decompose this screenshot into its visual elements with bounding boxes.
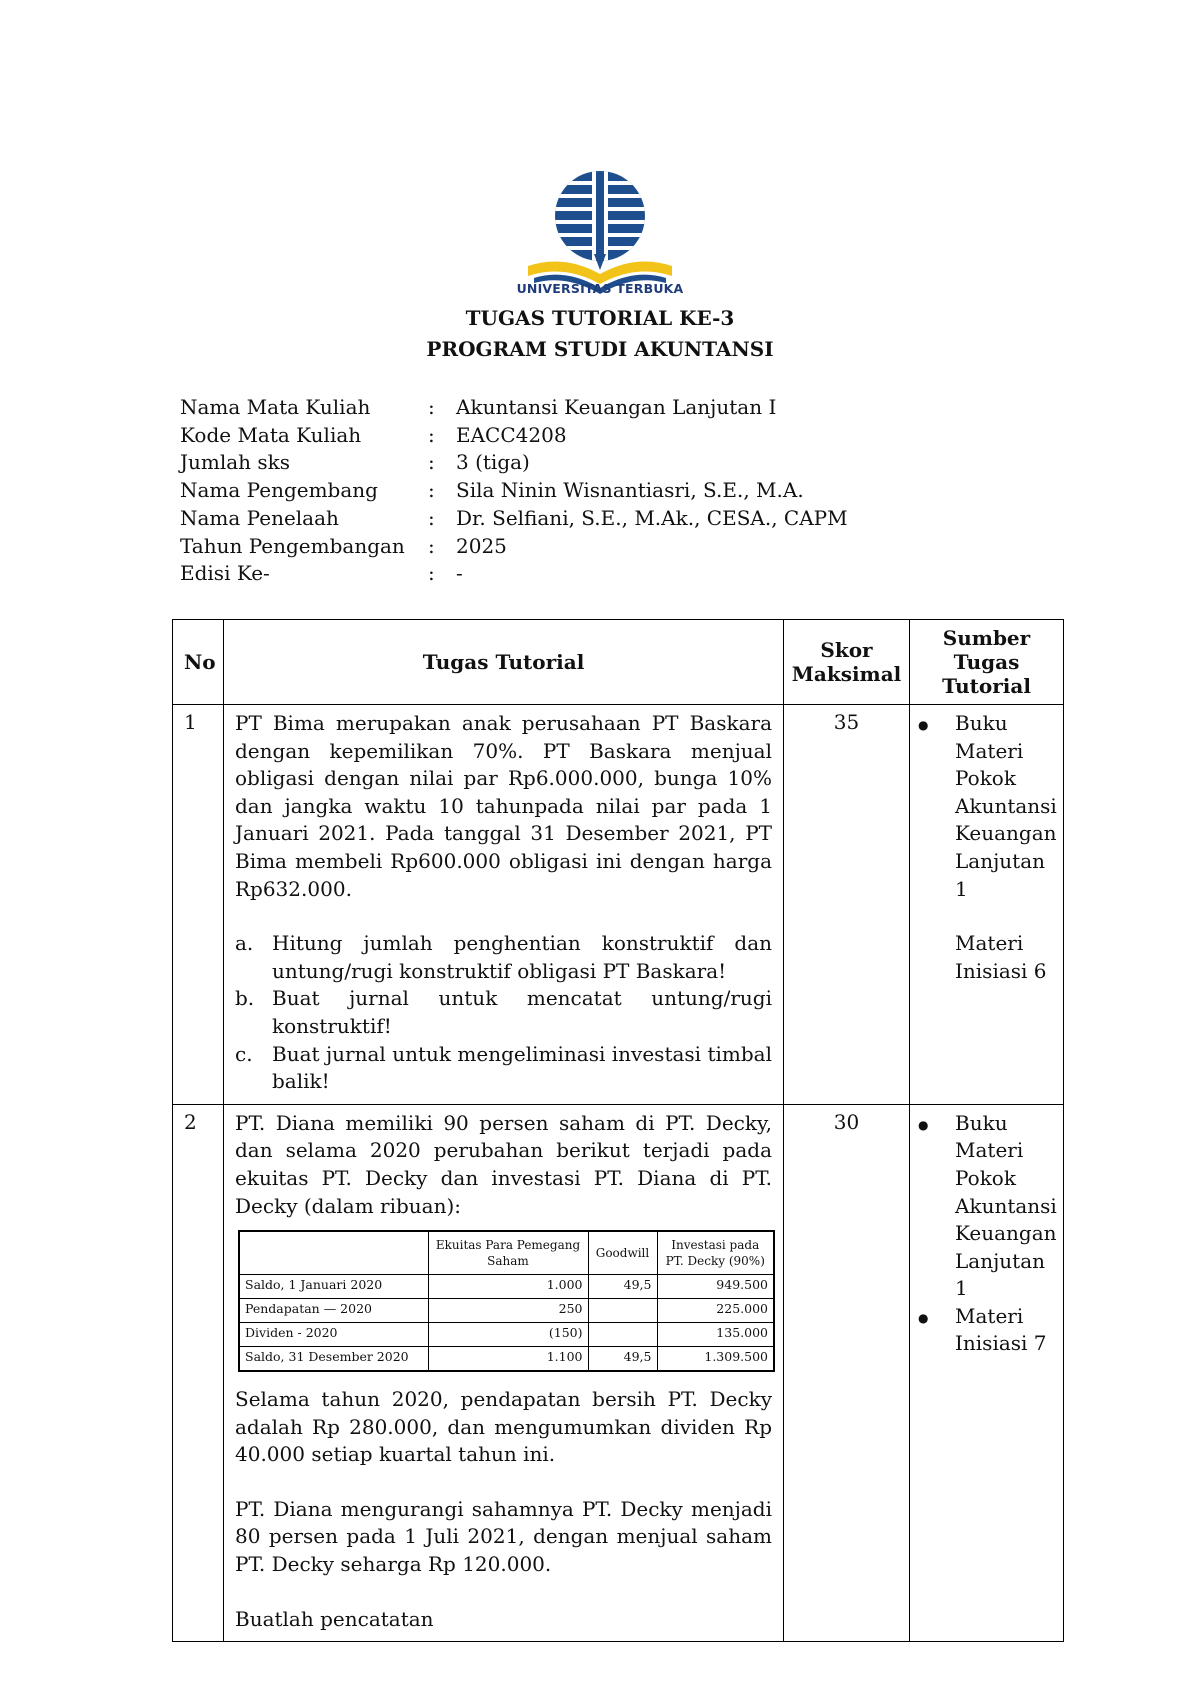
inner-cell: 1.309.500 bbox=[657, 1347, 774, 1372]
item-text: Buat jurnal untuk mengeliminasi investasi timbal balik! bbox=[272, 1041, 772, 1094]
inner-cell bbox=[588, 1323, 657, 1347]
info-value: Akuntansi Keuangan Lanjutan I bbox=[456, 395, 777, 419]
item-marker: b. bbox=[235, 986, 255, 1011]
header-no: No bbox=[173, 620, 224, 705]
header-source-line: Tutorial bbox=[942, 674, 1031, 698]
table-header-row bbox=[173, 620, 1064, 705]
inner-cell: 1.100 bbox=[428, 1347, 588, 1372]
header-score-line: Skor bbox=[820, 638, 873, 662]
source-list bbox=[918, 710, 1057, 985]
info-value: - bbox=[456, 561, 463, 586]
header-source-line: Sumber bbox=[942, 626, 1031, 650]
info-label: Kode Mata Kuliah bbox=[180, 422, 362, 447]
list-item bbox=[235, 1041, 772, 1096]
item-text: Hitung jumlah penghentian konstruktif dan untung/rugi konstruktif obligasi PT Baskara! bbox=[272, 931, 772, 983]
info-colon: : bbox=[428, 395, 435, 419]
table-row bbox=[239, 1323, 774, 1347]
task-cell bbox=[224, 1104, 784, 1642]
inner-cell: 49,5 bbox=[588, 1275, 657, 1299]
inner-cell: 949.500 bbox=[657, 1275, 774, 1299]
max-score: 30 bbox=[784, 1104, 910, 1642]
inner-header-row bbox=[239, 1231, 774, 1275]
list-item bbox=[235, 930, 772, 985]
inner-cell: Saldo, 1 Januari 2020 bbox=[239, 1275, 428, 1299]
inner-cell: 1.000 bbox=[428, 1275, 588, 1299]
info-label: Edisi Ke- bbox=[180, 561, 270, 586]
info-label: Nama Penelaah bbox=[180, 505, 339, 530]
university-logo bbox=[524, 170, 676, 298]
inner-cell bbox=[588, 1299, 657, 1323]
item-text: Buat jurnal untuk mencatat untung/rugi konstruktif! bbox=[272, 986, 772, 1038]
course-info-row bbox=[180, 477, 848, 505]
info-label: Tahun Pengembangan bbox=[180, 533, 405, 558]
inner-cell: Saldo, 31 Desember 2020 bbox=[239, 1347, 428, 1372]
list-item bbox=[918, 903, 1057, 985]
row-number: 1 bbox=[173, 705, 224, 1105]
inner-header: Ekuitas Para Pemegang Saham bbox=[428, 1231, 588, 1275]
logo-wordmark: UNIVERSITAS TERBUKA bbox=[516, 281, 684, 296]
header-source bbox=[910, 620, 1064, 705]
table-row bbox=[239, 1347, 774, 1372]
inner-cell: 225.000 bbox=[657, 1299, 774, 1323]
info-colon: : bbox=[428, 450, 435, 475]
row-number: 2 bbox=[173, 1104, 224, 1642]
header-score-line: Maksimal bbox=[791, 662, 902, 686]
course-info bbox=[180, 394, 848, 588]
item-marker: c. bbox=[235, 1041, 253, 1066]
source-text: Materi Inisiasi 7 bbox=[955, 1303, 1047, 1356]
inner-cell: Dividen - 2020 bbox=[239, 1323, 428, 1347]
info-label: Nama Pengembang bbox=[180, 478, 378, 503]
table-row bbox=[173, 1104, 1064, 1642]
task-paragraph: PT. Diana mengurangi sahamnya PT. Decky menjadi 80 persen pada 1 Juli 2021, dengan menjual saham PT. Decky seharga Rp 120.000. bbox=[235, 1496, 772, 1577]
document-title: TUGAS TUTORIAL KE-3 bbox=[465, 306, 735, 330]
info-value: Sila Ninin Wisnantiasri, S.E., M.A. bbox=[456, 478, 804, 503]
task-question-list bbox=[235, 930, 772, 1096]
equity-change-table bbox=[238, 1230, 775, 1372]
task-intro: PT Bima merupakan anak perusahaan PT Baskara dengan kepemilikan 70%. PT Baskara menjual obligasi dengan nilai par Rp6.000.000, bunga 10% dan jangka waktu 10 tahunpada nilai par pada 1 Januari 2021. Pada tanggal 31 Desember 2021, PT Bima membeli Rp600.000 obligasi ini dengan harga Rp632.000. bbox=[235, 711, 772, 901]
list-item bbox=[235, 985, 772, 1040]
inner-cell: Pendapatan — 2020 bbox=[239, 1299, 428, 1323]
inner-cell: 135.000 bbox=[657, 1323, 774, 1347]
task-cell bbox=[224, 705, 784, 1105]
course-info-row bbox=[180, 505, 848, 533]
source-list bbox=[918, 1110, 1057, 1358]
item-marker: a. bbox=[235, 931, 254, 956]
document-subtitle: PROGRAM STUDI AKUNTANSI bbox=[426, 337, 774, 361]
university-emblem-icon bbox=[524, 170, 676, 298]
course-info-row bbox=[180, 533, 848, 561]
list-item bbox=[918, 1303, 1057, 1358]
inner-header: Investasi pada PT. Decky (90%) bbox=[657, 1231, 774, 1275]
table-row bbox=[239, 1275, 774, 1299]
info-colon: : bbox=[428, 533, 435, 558]
info-value: 2025 bbox=[456, 533, 507, 558]
assignment-table bbox=[172, 619, 1064, 1642]
task-instruction: Buatlah pencatatan bbox=[235, 1606, 434, 1631]
bullet-icon: ● bbox=[918, 718, 929, 732]
info-label: Nama Mata Kuliah bbox=[180, 395, 371, 419]
header-source-line: Tugas bbox=[953, 650, 1020, 674]
task-paragraph: Selama tahun 2020, pendapatan bersih PT. Decky adalah Rp 280.000, dan mengumumkan dividen Rp 40.000 setiap kuartal tahun ini. bbox=[235, 1387, 772, 1467]
header-task: Tugas Tutorial bbox=[224, 620, 784, 705]
inner-cell: (150) bbox=[428, 1323, 588, 1347]
inner-cell: 49,5 bbox=[588, 1347, 657, 1372]
info-colon: : bbox=[428, 422, 435, 447]
info-colon: : bbox=[428, 505, 435, 530]
info-value: 3 (tiga) bbox=[456, 450, 530, 475]
info-colon: : bbox=[428, 561, 435, 586]
list-item bbox=[918, 1110, 1057, 1303]
inner-header bbox=[239, 1231, 428, 1275]
inner-cell: 250 bbox=[428, 1299, 588, 1323]
course-info-row bbox=[180, 394, 848, 422]
course-info-row bbox=[180, 449, 848, 477]
info-label: Jumlah sks bbox=[180, 450, 291, 475]
source-text: Buku Materi Pokok Akuntansi Keuangan Lanjutan 1 bbox=[955, 1110, 1057, 1301]
table-row bbox=[239, 1299, 774, 1323]
source-text: Materi Inisiasi 6 bbox=[955, 931, 1047, 983]
header-score bbox=[784, 620, 910, 705]
source-cell bbox=[910, 705, 1064, 1105]
bullet-icon: ● bbox=[918, 1117, 929, 1132]
source-cell bbox=[910, 1104, 1064, 1642]
bullet-icon: ● bbox=[918, 1310, 929, 1325]
inner-header: Goodwill bbox=[588, 1231, 657, 1275]
course-info-row bbox=[180, 560, 848, 588]
source-text: Buku Materi Pokok Akuntansi Keuangan Lanjutan 1 bbox=[955, 711, 1057, 901]
table-row bbox=[173, 705, 1064, 1105]
list-item bbox=[918, 710, 1057, 903]
max-score: 35 bbox=[784, 705, 910, 1105]
task-intro: PT. Diana memiliki 90 persen saham di PT. Decky, dan selama 2020 perubahan berikut terjadi pada ekuitas PT. Decky dan investasi PT. Diana di PT. Decky (dalam ribuan): bbox=[235, 1110, 772, 1218]
info-value: EACC4208 bbox=[456, 422, 567, 447]
info-colon: : bbox=[428, 478, 435, 503]
course-info-row bbox=[180, 422, 848, 450]
info-value: Dr. Selfiani, S.E., M.Ak., CESA., CAPM bbox=[456, 505, 848, 530]
